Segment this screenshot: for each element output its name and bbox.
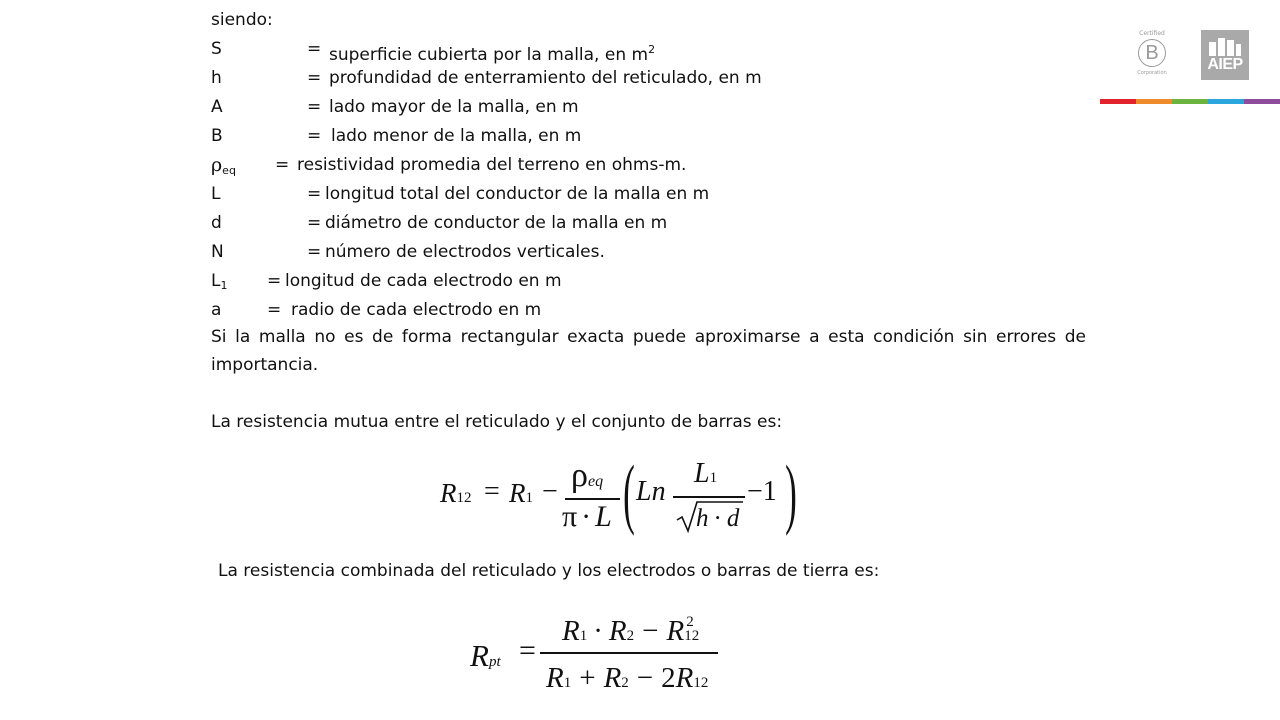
minus-sign: −: [542, 476, 558, 507]
l1-symbol: L1: [694, 458, 718, 489]
stripe-blue: [1208, 99, 1244, 104]
h-dot-d: h · d: [696, 505, 740, 532]
numerator: R1 · R2 − R 2 12: [562, 614, 700, 647]
definition-h: h = profundidad de enterramiento del reticulado, en m: [211, 68, 762, 88]
fraction-bar: [540, 652, 718, 654]
denominator: R1 + R2 − 2R12: [546, 662, 709, 694]
bcorp-logo: Certified B Corporation: [1137, 30, 1167, 76]
definition-l: L = longitud total del conductor de la malla en m: [211, 184, 710, 204]
building-icon: [1207, 36, 1243, 56]
definition-n: N = número de electrodos verticales.: [211, 242, 605, 262]
r1-symbol: R1: [509, 478, 533, 508]
left-paren: (: [623, 449, 635, 536]
definition-l1: $L_1$ = longitud de cada electrodo en m: [211, 271, 562, 292]
definition-d: d = diámetro de conductor de la malla en m: [211, 213, 668, 233]
stripe-red: [1100, 99, 1136, 104]
definition-s: S = superficie cubierta por la malla, en $m^2$: [211, 39, 656, 65]
definitions-intro: siendo:: [211, 10, 273, 30]
pi-dot-l: π · L: [562, 500, 612, 533]
ln-symbol: Ln: [636, 476, 666, 507]
stripe-purple: [1244, 99, 1280, 104]
equals-sign: =: [484, 476, 500, 507]
right-paren: ): [785, 449, 797, 536]
definition-a: A = lado mayor de la malla, en m: [211, 97, 579, 117]
fraction-bar: [673, 496, 745, 498]
stripe-green: [1172, 99, 1208, 104]
rho-symbol: ρeq: [571, 457, 604, 494]
combined-resistance-text: La resistencia combinada del reticulado y los electrodos o barras de tierra es:: [218, 561, 880, 581]
aiep-logo: AIEP: [1201, 30, 1249, 80]
definitions-list: [211, 6, 1086, 325]
mutual-resistance-text: La resistencia mutua entre el reticulado y el conjunto de barras es:: [211, 412, 783, 432]
minus-one: −1: [747, 476, 777, 507]
stripe-orange: [1136, 99, 1172, 104]
equals-sign: =: [519, 634, 536, 667]
definition-radius: a = radio de cada electrodo en m: [211, 300, 542, 320]
definition-b: B = lado menor de la malla, en m: [211, 126, 582, 146]
rpt-symbol: Rpt: [470, 638, 501, 673]
approximation-paragraph: Si la malla no es de forma rectangular exacta puede aproximarse a esta condición sin errores de importancia.: [211, 327, 1086, 375]
definition-rho: $\rho_{eq}$ = resistividad promedia del terreno en ohms-m.: [211, 154, 687, 177]
r12-symbol: R12: [440, 478, 472, 508]
